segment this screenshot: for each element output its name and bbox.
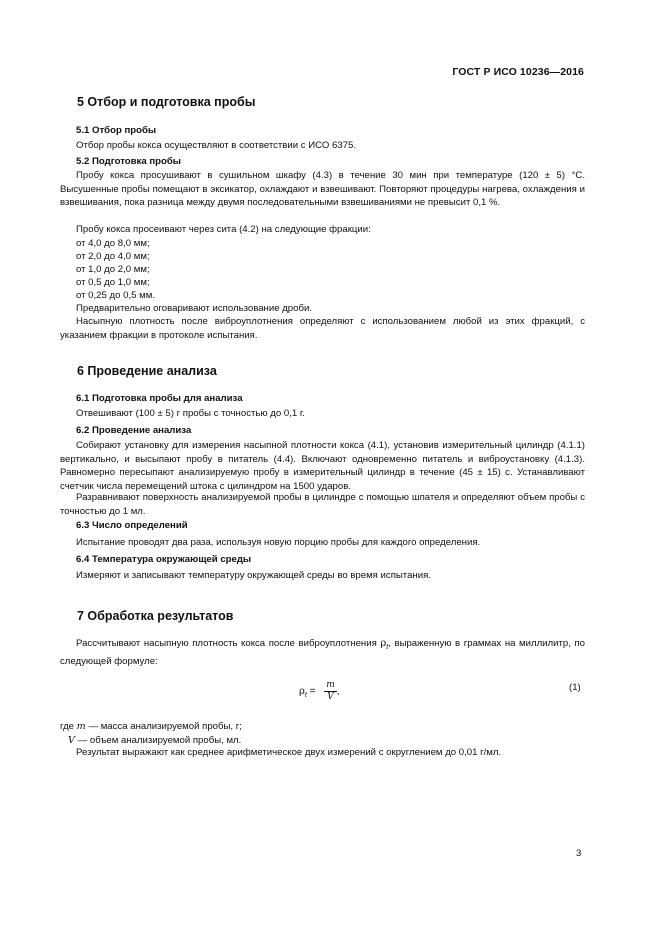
- subsection-5-1-text: Отбор пробы кокса осуществляют в соответствии с ИСО 6375.: [76, 140, 357, 151]
- result-statement: Результат выражают как среднее арифметическое двух измерений с округлением до 0,01 г/мл.: [76, 747, 502, 758]
- subsection-6-2-title: 6.2 Проведение анализа: [76, 425, 192, 436]
- subsection-5-2-paragraph-2: Пробу кокса просеивают через сита (4.2) на следующие фракции:: [76, 224, 371, 235]
- fraction-item: от 2,0 до 4,0 мм;: [76, 251, 150, 262]
- section-7-intro: Рассчитывают насыпную плотность кокса после виброуплотнения $\rho_t$, выраженную в граммах на миллилитр, по следующей формуле:: [60, 638, 586, 667]
- subsection-6-4-title: 6.4 Температура окружающей среды: [76, 554, 252, 565]
- subsection-6-2-paragraph-1: Собирают установку для измерения насыпной плотности кокса (4.1), установив измерительный цилиндр (4.1.1) вертикально, и высыпают пробу в питатель (4.4). Включают одновременно питатель и виброустановку (4.1.3). Равномерно пересыпают анализируемую пробу в измерительный цилиндр в течение (45 ± 15) с. Устанавливают счетчик числа перемещений штока с цилиндром на 1500 ударов.: [60, 440, 585, 492]
- page-number: 3: [576, 848, 582, 859]
- subsection-6-4-text: Измеряют и записывают температуру окружающей среды во время испытания.: [76, 570, 431, 581]
- subsection-5-1-title: 5.1 Отбор пробы: [76, 125, 157, 136]
- subsection-5-2-paragraph-1: Пробу кокса просушивают в сушильном шкафу (4.3) в течение 30 мин при температуре (120 ± 5) °С. Высушенные пробы помещают в эксикатор, охлаждают и взвешивают. Повторяют процедуры нагрева, охлаждения и взвешивания, пока разница между двумя последовательными взвешиваниями не превысит 0,1 %.: [60, 170, 585, 209]
- where-v-definition: V — объем анализируемой пробы, мл.: [68, 735, 242, 746]
- subsection-6-1-text: Отвешивают (100 ± 5) г пробы с точностью до 0,1 г.: [76, 408, 305, 419]
- subsection-6-3-title: 6.3 Число определений: [76, 520, 188, 531]
- subsection-5-2-title: 5.2 Подготовка пробы: [76, 156, 181, 167]
- fraction-item: от 1,0 до 2,0 мм;: [76, 264, 150, 275]
- subsection-5-2-paragraph-4: Насыпную плотность после виброуплотнения определяют с использованием любой из этих фракций, с указанием фракции в протоколе испытания.: [60, 316, 585, 341]
- section-7-title: 7 Обработка результатов: [77, 609, 234, 623]
- formula-fraction: $\frac{m}{V}$: [326, 680, 335, 702]
- subsection-6-2-paragraph-2: Разравнивают поверхность анализируемой пробы в цилиндре с помощью шпателя и определяют объем пробы с точностью до 1 мл.: [60, 492, 585, 517]
- fraction-item: от 0,25 до 0,5 мм.: [76, 290, 155, 301]
- where-m-definition: где m — масса анализируемой пробы, г;: [60, 721, 242, 732]
- fraction-item: от 0,5 до 1,0 мм;: [76, 277, 150, 288]
- fraction-item: от 4,0 до 8,0 мм;: [76, 238, 150, 249]
- section-5-title: 5 Отбор и подготовка пробы: [77, 95, 256, 109]
- subsection-5-2-paragraph-3: Предварительно оговаривают использование дроби.: [76, 303, 312, 314]
- standard-header: ГОСТ Р ИСО 10236—2016: [452, 66, 584, 78]
- density-formula: $\rho_t$ = $\frac{m}{V}$ ,: [299, 680, 340, 702]
- equation-number: (1): [569, 682, 581, 693]
- section-6-title: 6 Проведение анализа: [77, 364, 217, 378]
- subsection-6-1-title: 6.1 Подготовка пробы для анализа: [76, 393, 243, 404]
- subsection-6-3-text: Испытание проводят два раза, используя новую порцию пробы для каждого определения.: [76, 537, 481, 548]
